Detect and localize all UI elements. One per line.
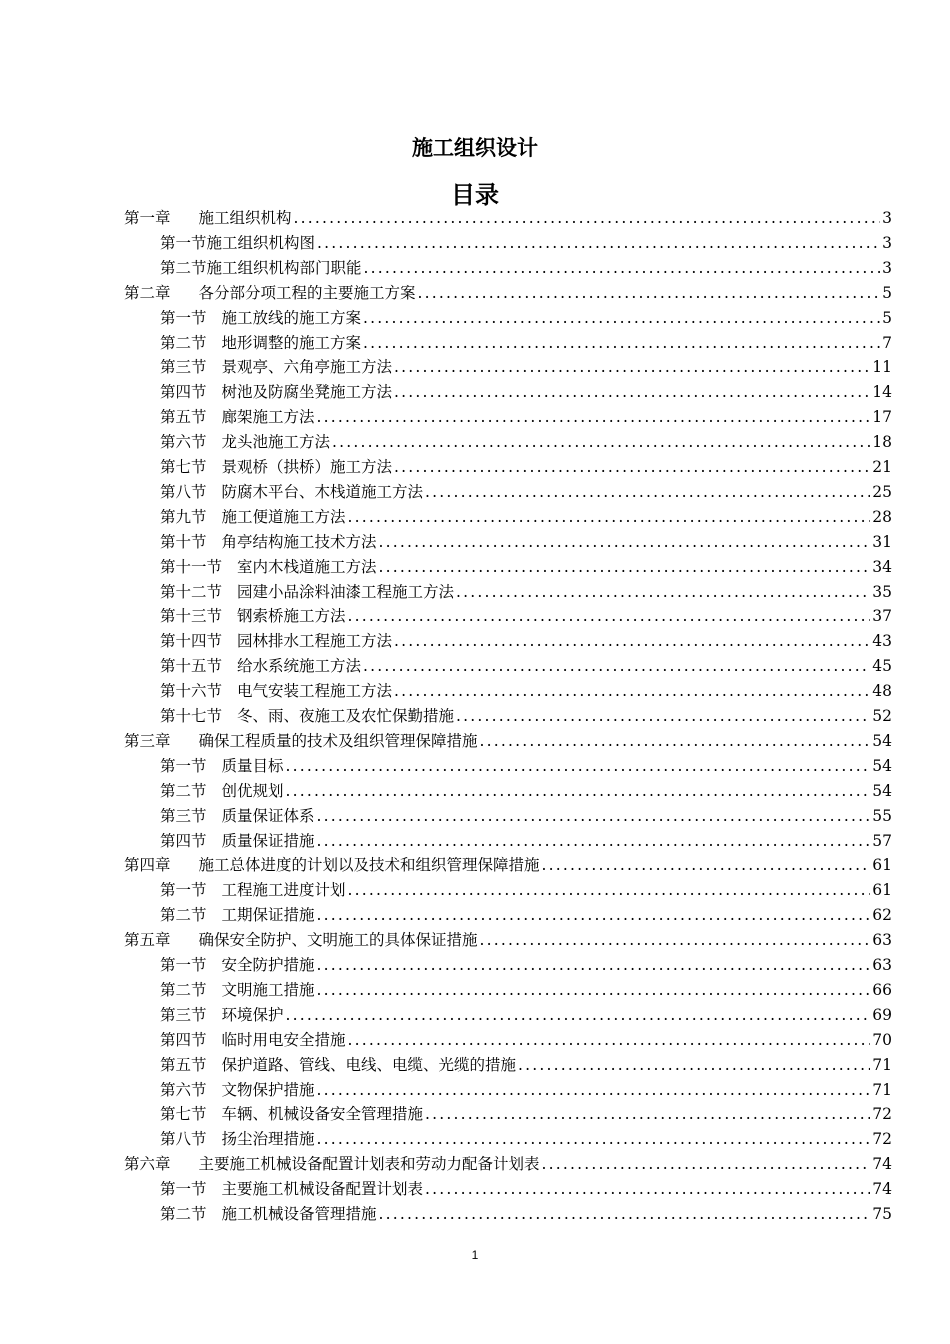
toc-entry-title: 施工便道施工方法 [221, 507, 346, 526]
toc-entry-number: 第八节 [160, 482, 207, 501]
toc-entry-number: 第五节 [160, 408, 207, 427]
toc-entry-page: 18 [872, 433, 892, 452]
toc-entry-number: 第一节 [160, 308, 207, 327]
dot-leader [456, 707, 870, 725]
toc-entry-number: 第十二节 [160, 582, 223, 601]
dot-leader [480, 931, 871, 949]
dot-leader [332, 433, 870, 451]
toc-entry-title: 质量保证措施 [221, 831, 315, 850]
toc-entry-number: 第二节 [160, 980, 207, 999]
dot-leader [286, 757, 871, 775]
toc-entry-title: 地形调整的施工方案 [221, 333, 362, 352]
dot-leader [317, 956, 871, 974]
toc-section-entry[interactable] [160, 1003, 892, 1027]
toc-section-entry[interactable] [160, 1127, 892, 1151]
toc-entry-page: 55 [872, 806, 892, 825]
toc-chapter-entry[interactable] [124, 206, 892, 230]
toc-entry-title: 角亭结构施工技术方法 [221, 532, 377, 551]
dot-leader [317, 981, 871, 999]
toc-section-entry[interactable] [160, 679, 892, 703]
toc-entry-title: 安全防护措施 [221, 956, 315, 974]
toc-entry-page: 75 [872, 1205, 892, 1223]
toc-entry-page: 71 [872, 1055, 892, 1074]
toc-entry-page: 45 [872, 657, 892, 676]
toc-entry-number: 第一节 [160, 756, 207, 775]
toc-entry-page: 17 [872, 408, 892, 427]
toc-entry-title: 文物保护措施 [221, 1080, 315, 1099]
toc-entry-page: 74 [872, 1155, 892, 1174]
toc-entry-page: 3 [882, 233, 892, 252]
toc-entry-number: 第五节 [160, 1055, 207, 1074]
toc-section-entry[interactable] [160, 480, 892, 504]
toc-entry-page: 5 [882, 308, 892, 327]
dot-leader [317, 234, 880, 252]
toc-entry-page: 48 [872, 682, 892, 701]
toc-entry-number: 第七节 [160, 458, 207, 476]
toc-entry-title: 施工放线的施工方案 [221, 308, 362, 327]
dot-leader [348, 508, 871, 526]
toc-entry-title: 主要施工机械设备配置计划表和劳动力配备计划表 [198, 1155, 540, 1174]
toc-entry-title: 确保安全防护、文明施工的具体保证措施 [198, 931, 478, 950]
dot-leader [542, 856, 871, 874]
toc-entry-page: 34 [872, 557, 892, 576]
dot-leader [286, 1006, 871, 1024]
toc-entry-title: 环境保护 [221, 1005, 284, 1024]
toc-section-entry[interactable] [160, 405, 892, 429]
toc-section-entry[interactable] [160, 1078, 892, 1102]
toc-section-entry[interactable] [160, 704, 892, 728]
toc-section-entry[interactable] [160, 878, 892, 902]
toc-entry-title: 工期保证措施 [221, 906, 315, 925]
toc-entry-title: 施工总体进度的计划以及技术和组织管理保障措施 [198, 856, 540, 875]
toc-chapter-entry[interactable] [124, 729, 892, 753]
toc-entry-number: 第二节 [160, 906, 207, 925]
dot-leader [379, 1205, 871, 1223]
toc-entry-title: 保护道路、管线、电线、电缆、光缆的措施 [221, 1055, 517, 1074]
toc-entry-title: 施工组织机构 [198, 209, 292, 227]
toc-entry-number: 第九节 [160, 507, 207, 526]
toc-entry-page: 3 [882, 258, 892, 277]
dot-leader [317, 1130, 871, 1148]
toc-entry-title: 园建小品涂料油漆工程施工方法 [237, 582, 455, 601]
toc-entry-number: 第三节 [160, 1005, 207, 1024]
toc-entry-page: 21 [872, 458, 892, 476]
dot-leader [348, 1031, 871, 1049]
toc-entry-page: 57 [872, 831, 892, 850]
toc-entry-title: 车辆、机械设备安全管理措施 [221, 1105, 424, 1124]
toc-section-entry[interactable] [160, 1202, 892, 1226]
toc-entry-number: 第一节 [160, 1180, 207, 1199]
toc-entry-title: 龙头池施工方法 [221, 433, 331, 452]
toc-entry-page: 14 [872, 383, 892, 402]
dot-leader [379, 558, 871, 576]
dot-leader [317, 832, 871, 850]
dot-leader [317, 408, 871, 426]
document-title: 施工组织设计 [412, 135, 538, 160]
toc-section-entry[interactable] [160, 804, 892, 828]
toc-entry-title: 廊架施工方法 [221, 408, 315, 427]
toc-entry-title: 电气安装工程施工方法 [237, 682, 393, 701]
dot-leader [363, 657, 870, 675]
toc-entry-page: 61 [872, 881, 892, 900]
toc-entry-number: 第一章 [124, 209, 171, 227]
toc-entry-number: 第一节 [160, 956, 207, 974]
toc-entry-page: 62 [872, 906, 892, 925]
toc-entry-page: 69 [872, 1005, 892, 1024]
dot-leader [363, 309, 880, 327]
dot-leader [418, 284, 881, 302]
toc-entry-number: 第十一节 [160, 557, 223, 576]
toc-entry-page: 5 [882, 283, 892, 302]
toc-entry-page: 3 [882, 209, 892, 227]
toc-entry-page: 72 [872, 1105, 892, 1124]
toc-entry-number: 第十五节 [160, 657, 223, 676]
toc-entry-number: 第二节 [160, 258, 207, 277]
toc-entry-page: 7 [882, 333, 892, 352]
toc-entry-number: 第十节 [160, 532, 207, 551]
dot-leader [480, 732, 871, 750]
toc-section-entry[interactable] [160, 555, 892, 579]
dot-leader [394, 682, 870, 700]
dot-leader [518, 1056, 870, 1074]
toc-entry-number: 第十四节 [160, 632, 223, 651]
toc-section-entry[interactable] [160, 1177, 892, 1201]
toc-entry-number: 第一节 [160, 233, 207, 252]
toc-entry-number: 第一节 [160, 881, 207, 900]
toc-section-entry[interactable] [160, 829, 892, 853]
toc-section-entry[interactable] [160, 779, 892, 803]
toc-entry-page: 54 [872, 781, 892, 800]
toc-section-entry[interactable] [160, 306, 892, 330]
toc-section-entry[interactable] [160, 604, 892, 628]
dot-leader [348, 881, 871, 899]
toc-section-entry[interactable] [160, 754, 892, 778]
toc-entry-number: 第二节 [160, 1205, 207, 1223]
toc-entry-title: 扬尘治理措施 [221, 1130, 315, 1149]
toc-entry-title: 文明施工措施 [221, 980, 315, 999]
toc-section-entry[interactable] [160, 530, 892, 554]
toc-entry-title: 给水系统施工方法 [237, 657, 362, 676]
dot-leader [317, 807, 871, 825]
toc-entry-page: 71 [872, 1080, 892, 1099]
dot-leader [364, 259, 881, 277]
toc-entry-page: 37 [872, 607, 892, 626]
toc-section-entry[interactable] [160, 505, 892, 529]
dot-leader [317, 906, 871, 924]
toc-entry-title: 施工组织机构图 [206, 233, 316, 252]
toc-section-entry[interactable] [160, 355, 892, 379]
toc-entry-title: 景观亭、六角亭施工方法 [221, 358, 393, 377]
dot-leader [425, 1180, 870, 1198]
toc-entry-title: 质量保证体系 [221, 806, 315, 825]
toc-chapter-entry[interactable] [124, 1152, 892, 1176]
dot-leader [542, 1155, 871, 1173]
toc-entry-number: 第十三节 [160, 607, 223, 626]
toc-entry-title: 质量目标 [221, 756, 284, 775]
toc-entry-title: 树池及防腐坐凳施工方法 [221, 383, 393, 402]
dot-leader [363, 334, 880, 352]
toc-section-entry[interactable] [160, 430, 892, 454]
toc-entry-number: 第四节 [160, 383, 207, 402]
toc-entry-page: 63 [872, 956, 892, 974]
toc-entry-number: 第四章 [124, 856, 171, 875]
toc-section-entry[interactable] [160, 1053, 892, 1077]
toc-entry-page: 54 [872, 756, 892, 775]
toc-entry-number: 第五章 [124, 931, 171, 950]
toc-section-entry[interactable] [160, 629, 892, 653]
toc-entry-number: 第七节 [160, 1105, 207, 1124]
toc-section-entry[interactable] [160, 953, 892, 977]
dot-leader [294, 209, 881, 227]
toc-entry-page: 54 [872, 731, 892, 750]
toc-entry-number: 第二节 [160, 333, 207, 352]
toc-entry-page: 25 [872, 482, 892, 501]
toc-entry-page: 31 [872, 532, 892, 551]
toc-entry-page: 63 [872, 931, 892, 950]
toc-entry-number: 第十七节 [160, 707, 223, 725]
toc-entry-number: 第二节 [160, 781, 207, 800]
dot-leader [286, 782, 871, 800]
toc-section-entry[interactable] [160, 380, 892, 404]
toc-entry-number: 第六节 [160, 433, 207, 452]
toc-section-entry[interactable] [160, 978, 892, 1002]
dot-leader [394, 632, 870, 650]
toc-entry-title: 施工组织机构部门职能 [206, 258, 362, 277]
dot-leader [317, 1081, 871, 1099]
toc-entry-page: 61 [872, 856, 892, 875]
toc-entry-title: 主要施工机械设备配置计划表 [221, 1180, 424, 1199]
toc-section-entry[interactable] [160, 580, 892, 604]
toc-entry-title: 钢索桥施工方法 [237, 607, 346, 626]
toc-entry-page: 74 [872, 1180, 892, 1199]
toc-entry-title: 景观桥（拱桥）施工方法 [221, 458, 393, 476]
toc-section-entry[interactable] [160, 331, 892, 355]
dot-leader [379, 533, 871, 551]
toc-entry-number: 第四节 [160, 1030, 207, 1049]
toc-section-entry[interactable] [160, 1028, 892, 1052]
dot-leader [425, 1105, 870, 1123]
toc-entry-page: 70 [872, 1030, 892, 1049]
toc-section-entry[interactable] [160, 231, 892, 255]
toc-entry-number: 第二章 [124, 283, 171, 302]
toc-entry-page: 72 [872, 1130, 892, 1149]
toc-chapter-entry[interactable] [124, 928, 892, 952]
toc-entry-number: 第三节 [160, 358, 207, 377]
dot-leader [394, 383, 870, 401]
toc-entry-number: 第六节 [160, 1080, 207, 1099]
toc-entry-page: 35 [872, 582, 892, 601]
toc-entry-page: 66 [872, 980, 892, 999]
toc-section-entry[interactable] [160, 903, 892, 927]
page-number: 1 [471, 1248, 479, 1262]
toc-entry-number: 第三节 [160, 806, 207, 825]
toc-entry-number: 第四节 [160, 831, 207, 850]
toc-entry-page: 52 [872, 707, 892, 725]
dot-leader [394, 458, 870, 476]
toc-entry-page: 11 [872, 358, 892, 377]
toc-section-entry[interactable] [160, 256, 892, 280]
toc-entry-number: 第三章 [124, 731, 171, 750]
toc-entry-title: 各分部分项工程的主要施工方案 [198, 283, 416, 302]
dot-leader [348, 607, 871, 625]
toc-entry-number: 第六章 [124, 1155, 171, 1174]
dot-leader [425, 483, 870, 501]
toc-section-entry[interactable] [160, 654, 892, 678]
toc-entry-title: 施工机械设备管理措施 [221, 1205, 377, 1223]
toc-entry-page: 28 [872, 507, 892, 526]
toc-entry-title: 临时用电安全措施 [221, 1030, 346, 1049]
toc-entry-number: 第八节 [160, 1130, 207, 1149]
toc-entry-title: 确保工程质量的技术及组织管理保障措施 [198, 731, 478, 750]
toc-entry-page: 43 [872, 632, 892, 651]
toc-entry-title: 园林排水工程施工方法 [237, 632, 393, 651]
dot-leader [456, 583, 870, 601]
toc-section-entry[interactable] [160, 1102, 892, 1126]
toc-entry-title: 工程施工进度计划 [221, 881, 346, 900]
toc-entry-title: 创优规划 [221, 781, 284, 800]
toc-entry-number: 第十六节 [160, 682, 223, 701]
toc-chapter-entry[interactable] [124, 281, 892, 305]
toc-entry-title: 室内木栈道施工方法 [237, 557, 377, 576]
toc-entry-title: 冬、雨、夜施工及农忙保勤措施 [237, 707, 455, 725]
toc-heading: 目录 [451, 180, 499, 209]
toc-section-entry[interactable] [160, 455, 892, 479]
dot-leader [394, 358, 870, 376]
toc-chapter-entry[interactable] [124, 853, 892, 877]
toc-entry-title: 防腐木平台、木栈道施工方法 [221, 482, 424, 501]
